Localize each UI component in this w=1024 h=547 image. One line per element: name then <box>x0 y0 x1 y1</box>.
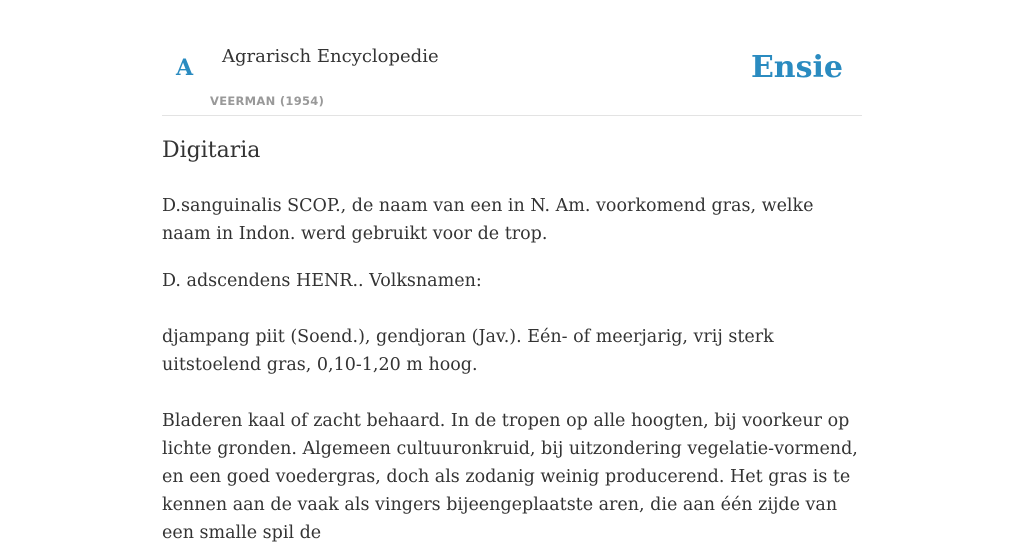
article-paragraph: djampang piit (Soend.), gendjoran (Jav.). Eén- of meerjarig, vrij sterk uitstoelend gras, 0,10-1,20 m hoog. <box>162 327 774 375</box>
page <box>162 0 862 543</box>
encyclopedia-source-link[interactable]: VEERMAN (1954) <box>210 94 325 108</box>
article-title: Digitaria <box>162 138 261 163</box>
ensie-logo[interactable]: Ensie <box>750 50 843 85</box>
article-body <box>162 192 862 547</box>
article-paragraph: D. adscendens HENR.. Volksnamen: <box>162 271 482 291</box>
article-paragraph: D.sanguinalis SCOP., de naam van een in N. Am. voorkomend gras, welke naam in Indon. werd gebruikt voor de trop. <box>162 196 814 244</box>
encyclopedia-title-link[interactable]: Agrarisch Encyclopedie <box>222 46 439 67</box>
encyclopedia-header <box>162 0 862 116</box>
letter-index-link[interactable]: A <box>176 55 194 81</box>
article-paragraph: Bladeren kaal of zacht behaard. In de tropen op alle hoogten, bij voorkeur op lichte gronden. Algemeen cultuuronkruid, bij uitzondering vegelatie-vormend, en een goed voedergras, doch als zodanig weinig producerend. Het gras is te kennen aan de vaak als vingers bijeengeplaatste aren, die aan één zijde van een smalle spil de <box>162 411 858 543</box>
